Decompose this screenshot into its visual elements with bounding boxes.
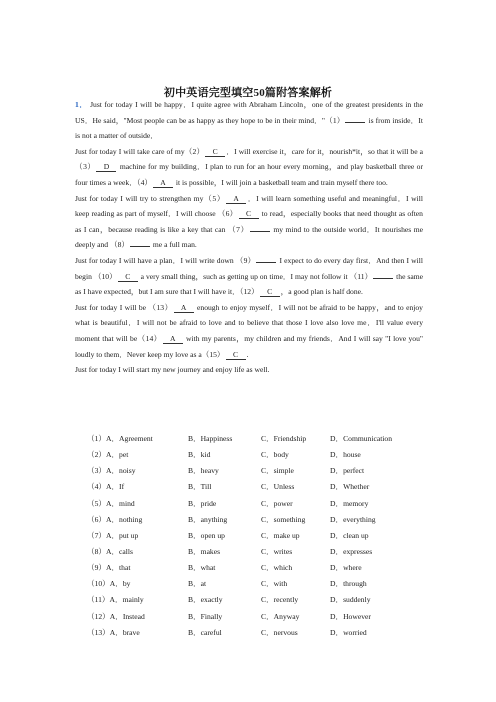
option-row (75, 594, 423, 610)
option-row (75, 433, 423, 449)
option-b: B．pride (188, 498, 217, 508)
option-row (75, 481, 423, 497)
option-d: D．worried (330, 627, 367, 637)
answer-blank-2: C (205, 148, 225, 157)
answer-blank-12: C (260, 288, 280, 297)
answer-blank-4: A (153, 179, 173, 188)
option-row (75, 546, 423, 562)
option-c: C．something (261, 514, 306, 524)
option-a: （2）A．pet (87, 450, 129, 460)
option-d: D．Communication (330, 434, 393, 443)
option-d: D．However (330, 611, 371, 621)
option-a: （9）A．that (87, 563, 131, 573)
option-b: B．exactly (188, 595, 223, 605)
question-number: 1． (75, 100, 88, 109)
option-c: C．recently (261, 595, 299, 605)
option-d: D．through (330, 579, 367, 589)
option-c: C．body (261, 450, 289, 460)
option-c: C．simple (261, 466, 294, 476)
option-d: D．Whether (330, 482, 370, 492)
option-b: B．heavy (188, 466, 219, 476)
option-d: D．everything (330, 514, 376, 524)
option-c: C．Unless (261, 482, 295, 492)
answer-blank-7 (250, 231, 270, 232)
option-d: D．suddenly (330, 595, 371, 605)
option-a: （1）A．Agreement (87, 434, 153, 443)
option-d: D．memory (330, 498, 369, 508)
option-c: C．Anyway (261, 611, 300, 621)
option-row (75, 562, 423, 578)
answer-blank-11 (373, 278, 393, 279)
option-d: D．expresses (330, 546, 373, 556)
cloze-passage (75, 97, 423, 378)
paragraph-4: Just for today I will have a plan．I will write down （9） I expect to do every day first．And then I will begin （10） C a very small thing，such as getting up on time．I may not follow it （11） the same as I have expected，but I am sure that I will have it．（12） C ，a good plan is half done. (75, 255, 423, 297)
answer-blank-5: A (226, 195, 246, 204)
option-d: D．house (330, 450, 361, 460)
answer-blank-15: C (226, 351, 246, 360)
option-b: B．careful (188, 627, 222, 637)
option-a: （4）A．If (87, 482, 125, 492)
option-c: C．writes (261, 546, 293, 556)
answer-blank-1 (345, 122, 365, 123)
option-d: D．clean up (330, 530, 369, 540)
answer-blank-14: A (163, 335, 183, 344)
answer-blank-8 (130, 246, 150, 247)
page-title: 初中英语完型填空50篇附答案解析 (163, 87, 333, 99)
option-row (75, 530, 423, 546)
option-c: C．power (261, 498, 293, 508)
option-a: （7）A．put up (87, 530, 139, 540)
answer-blank-3: D (96, 163, 116, 172)
option-b: B．makes (188, 546, 221, 556)
option-b: B．kid (188, 450, 211, 460)
option-a: （12）A．Instead (87, 611, 145, 621)
option-row (75, 449, 423, 465)
paragraph-5: Just for today I will be （13） A enough to enjoy myself．I will not be afraid to be happy，and to enjoy what is beautiful．I will not be afraid to love and to believe that those I love also love me．I'll value every moment that will be（14） A with my parents，my children and my friends．And I will say "I love you" loudly to them．Never keep my love as a（15） C . (75, 302, 423, 359)
option-a: （6）A．nothing (87, 514, 143, 524)
option-a: （3）A．noisy (87, 466, 136, 476)
option-row (75, 578, 423, 594)
option-row (75, 627, 423, 643)
option-row (75, 465, 423, 481)
answer-options (75, 433, 423, 643)
option-b: B．at (188, 579, 207, 589)
answer-blank-10: C (118, 273, 138, 282)
option-b: B．what (188, 563, 216, 573)
option-c: C．which (261, 563, 293, 573)
option-c: C．Friendship (261, 434, 307, 443)
paragraph-1: 1． Just for today I will be happy．I quite agree with Abraham Lincoln，one of the greatest presidents in the US．He said，"Most people can be as happy as they hope to be in their mind．"（1） is from inside．It is not a matter of outside． (75, 100, 423, 141)
option-c: C．make up (261, 530, 300, 540)
option-row (75, 514, 423, 530)
paragraph-2: Just for today I will take care of my（2） C ．I will exercise it，care for it，nourish*it，so that it will be a（3） D machine for my building．I plan to run for an hour every morning，and play basketball three or four times a week．（4） A it is possible，I will join a basketball team and train myself there too. (75, 146, 423, 187)
option-a: （10）A．by (87, 579, 131, 589)
option-d: D．perfect (330, 466, 365, 476)
option-c: C．with (261, 579, 288, 589)
option-a: （13）A．brave (87, 627, 140, 637)
option-d: D．where (330, 563, 362, 573)
option-b: B．Finally (188, 611, 223, 621)
option-a: （5）A．mind (87, 498, 135, 508)
option-row (75, 611, 423, 627)
option-b: B．Till (188, 482, 212, 492)
paragraph-3: Just for today I will try to strengthen my（5） A ．I will learn something useful and meaningful．I will keep reading as part of myself．I will choose （6） C to read，especially books that need thought as often as I can，because reading is like a key that can （7） my mind to the outside world．It nourishes me deeply and （8） me a full man. (75, 193, 423, 250)
option-b: B．anything (188, 514, 228, 524)
option-b: B．Happiness (188, 434, 233, 443)
paragraph-6: Just for today I will start my new journey and enjoy life as well. (75, 365, 270, 375)
option-a: （11）A．mainly (87, 595, 144, 605)
answer-blank-6: C (239, 210, 259, 219)
answer-blank-13: A (174, 304, 194, 313)
option-a: （8）A．calls (87, 546, 133, 556)
option-b: B．open up (188, 530, 225, 540)
option-c: C．nervous (261, 627, 298, 637)
option-row (75, 498, 423, 514)
answer-blank-9 (256, 262, 276, 263)
